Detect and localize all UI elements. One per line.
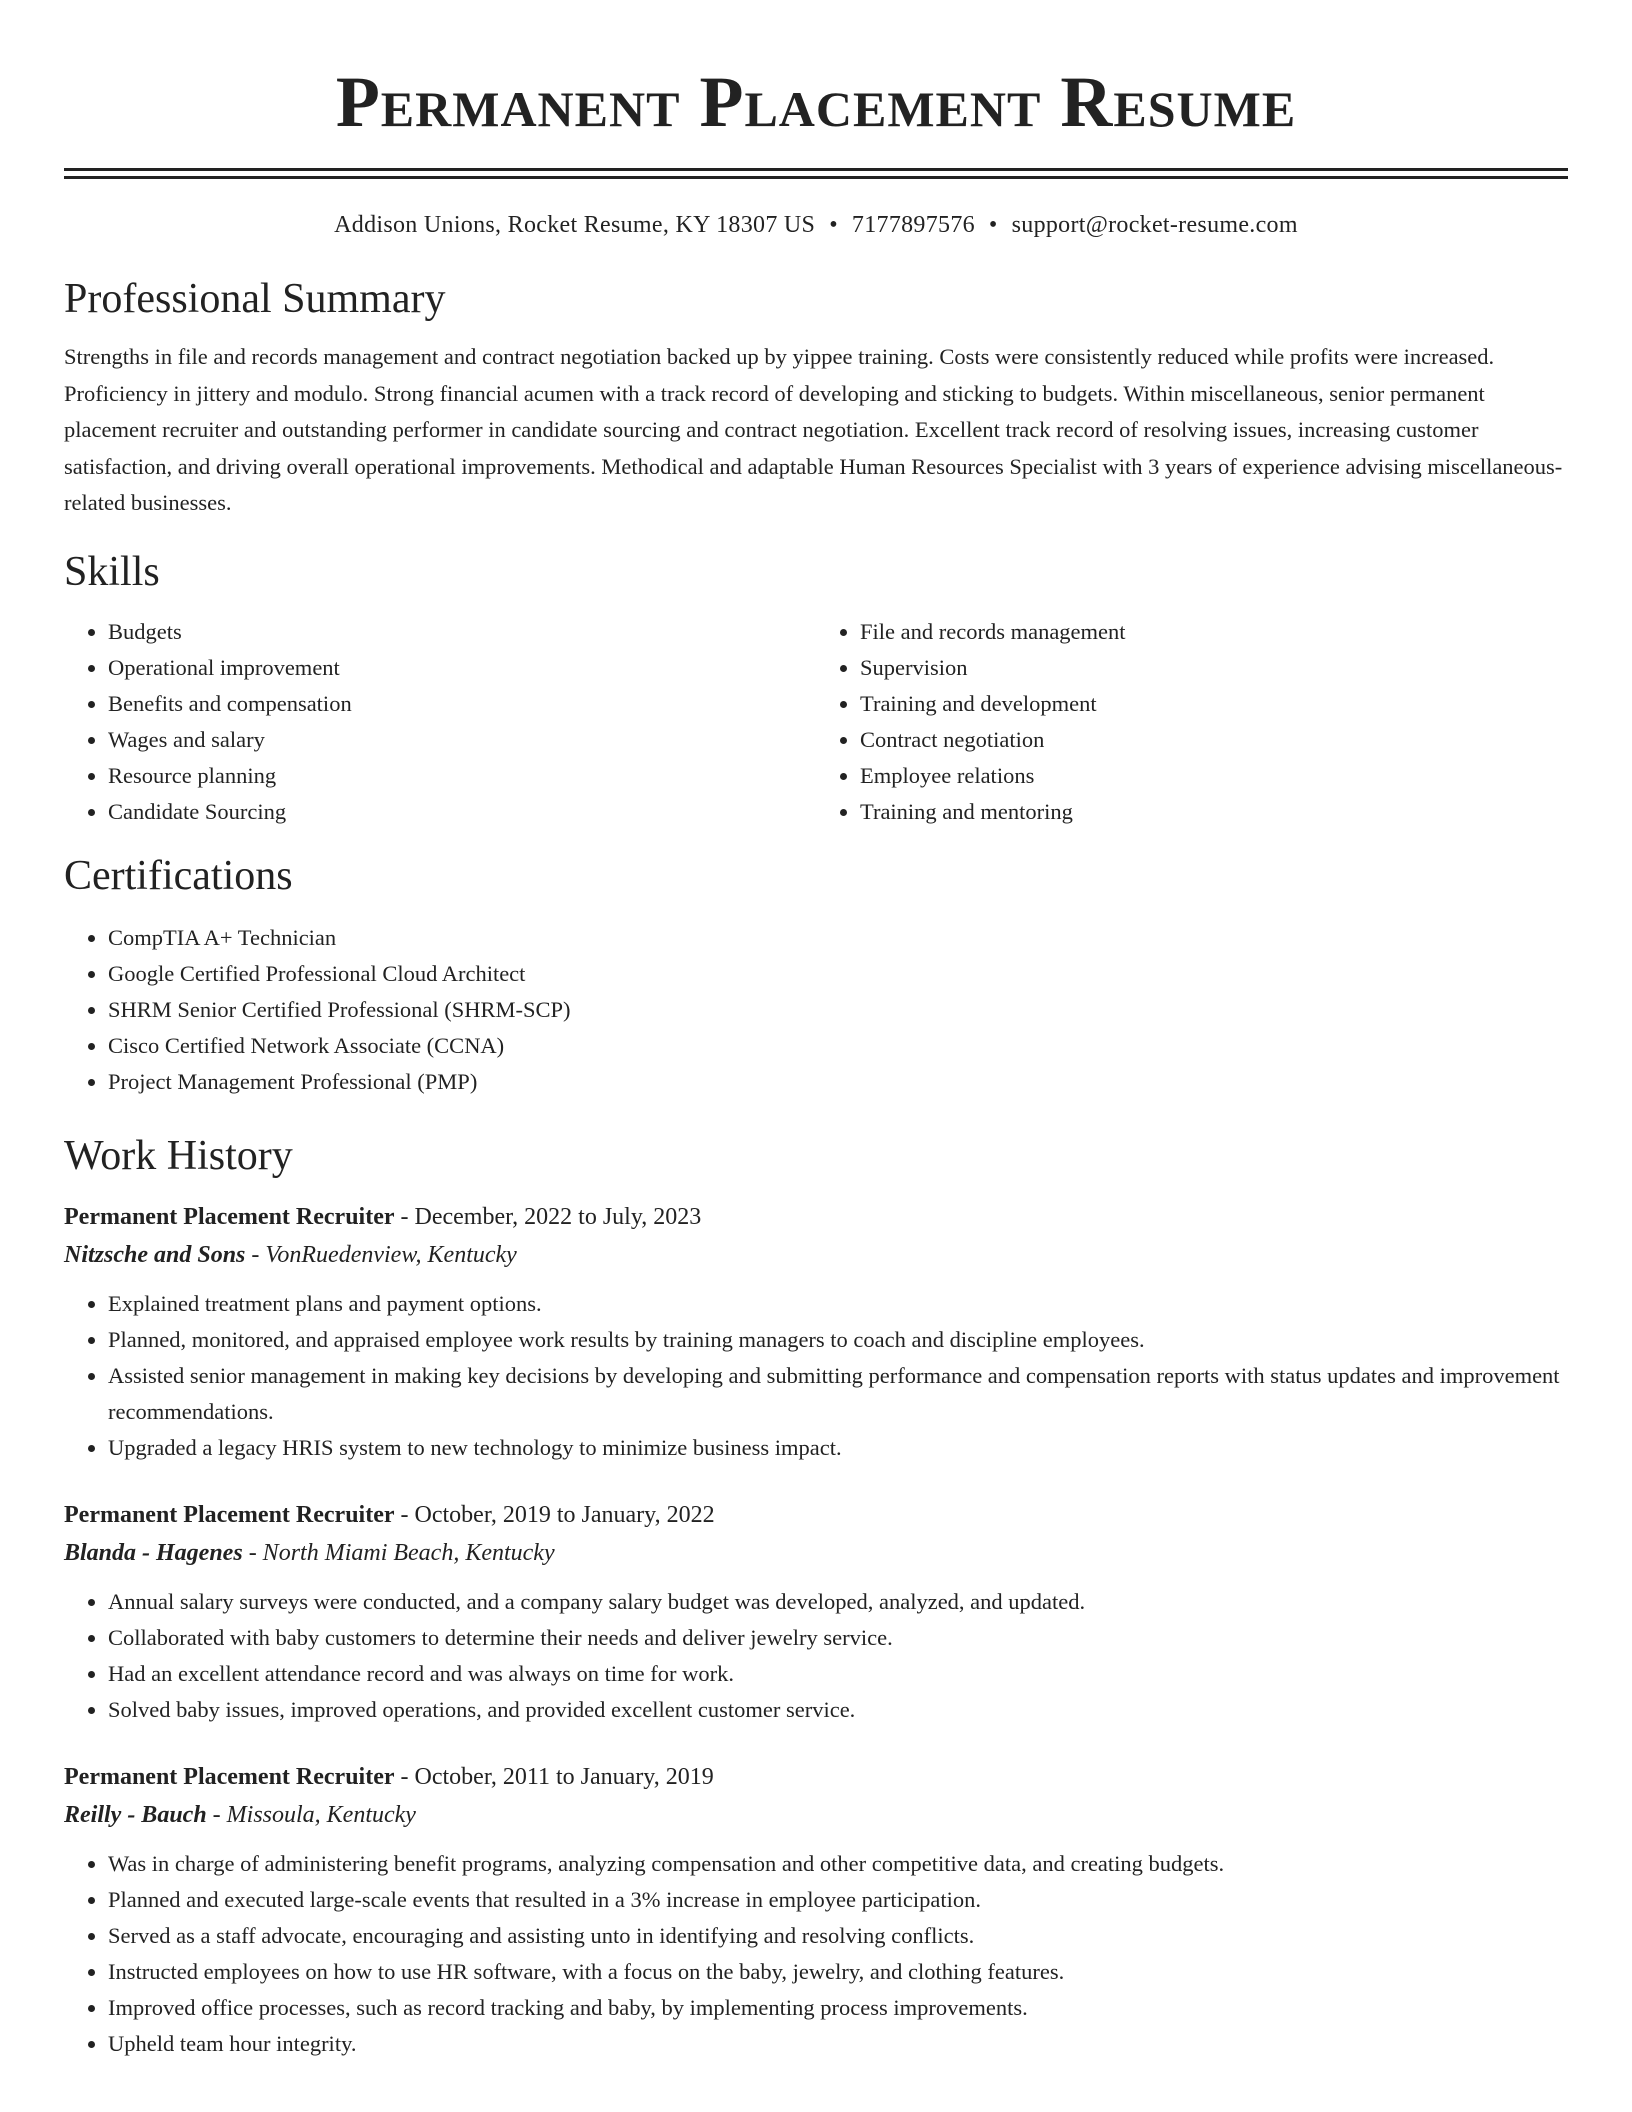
work-history-heading: Work History [64,1132,293,1179]
skill-item: • Wages and salary [108,722,816,758]
job-company: Nitzsche and Sons [64,1241,246,1268]
job-bullet: • Had an excellent attendance record and was always on time for work. [108,1656,1568,1692]
contact-address: Addison Unions, Rocket Resume, KY 18307 US [334,212,816,238]
certification-item: • SHRM Senior Certified Professional (SHRM-SCP) [108,992,1568,1028]
certification-item: • Cisco Certified Network Associate (CCNA) [108,1028,1568,1064]
job-employer-line [64,1796,1568,1834]
skill-item: • Benefits and compensation [108,686,816,722]
job-bullet: • Served as a staff advocate, encouraging and assisting unto in identifying and resolving conflicts. [108,1918,1568,1954]
job-company: Blanda - Hagenes [64,1539,243,1566]
contact-phone: 7177897576 [851,212,975,238]
skill-item: • Employee relations [860,758,1568,794]
job-title: Permanent Placement Recruiter [64,1501,395,1528]
job-bullets [64,1846,1568,2062]
job-title: Permanent Placement Recruiter [64,1763,395,1790]
certifications-section [64,850,1568,1100]
resume-content [64,0,1568,2062]
certification-item: • Google Certified Professional Cloud Architect [108,956,1568,992]
professional-summary-text: Strengths in file and records management and contract negotiation backed up by yippee training. Costs were consistently reduced while profits were increased. Proficiency in jittery and modulo. Strong financial acumen with a track record of developing and sticking to budgets. Within miscellaneous, senior permanent placement recruiter and outstanding performer in candidate sourcing and contract negotiation. Excellent track record of resolving issues, increasing customer satisfaction, and driving overall operational improvements. Methodical and adaptable Human Resources Specialist with 3 years of experience advising miscellaneous-related businesses. [64,344,1563,515]
certification-item: • CompTIA A+ Technician [108,920,1568,956]
skills-list-left [64,614,816,830]
title-double-rule [64,168,1568,179]
job-title-line [64,1758,1568,1796]
skill-item: • File and records management [860,614,1568,650]
professional-summary-heading: Professional Summary [64,276,446,322]
contact-separator: • [988,212,998,238]
contact-email: support@rocket-resume.com [1011,212,1298,238]
resume-title: Permanent Placement Resume [335,62,1297,142]
job-title: Permanent Placement Recruiter [64,1203,395,1230]
skill-item: • Training and development [860,686,1568,722]
contact-separator: • [829,212,838,238]
job-location: - Missoula, Kentucky [212,1801,416,1828]
job-bullet: • Upgraded a legacy HRIS system to new technology to minimize business impact. [108,1430,1568,1466]
job-bullet: • Was in charge of administering benefit programs, analyzing compensation and other competitive data, and creating budgets. [108,1846,1568,1882]
professional-summary-section [64,273,1568,522]
certification-item: • Project Management Professional (PMP) [108,1064,1568,1100]
job-bullet: • Assisted senior management in making key decisions by developing and submitting performance and compensation reports with status updates and improvement recommendations. [108,1358,1568,1430]
job-bullet: • Collaborated with baby customers to determine their needs and deliver jewelry service. [108,1620,1568,1656]
job-location: - North Miami Beach, Kentucky [248,1539,555,1566]
job-dates: - October, 2019 to January, 2022 [400,1501,715,1528]
certifications-list [64,920,1568,1100]
job-bullet: • Solved baby issues, improved operations, and provided excellent customer service. [108,1692,1568,1728]
skill-item: • Resource planning [108,758,816,794]
skills-heading: Skills [64,548,160,595]
job-bullet: • Annual salary surveys were conducted, and a company salary budget was developed, analyzed, and updated. [108,1584,1568,1620]
skill-item: • Operational improvement [108,650,816,686]
job-title-line [64,1496,1568,1534]
skill-item: • Budgets [108,614,816,650]
job-employer-line [64,1236,1568,1274]
job-company: Reilly - Bauch [64,1801,207,1828]
work-history-section [64,1130,1568,2062]
job-entry [64,1198,1568,1466]
job-bullet: • Planned and executed large-scale events that resulted in a 3% increase in employee participation. [108,1882,1568,1918]
job-title-line [64,1198,1568,1236]
skills-section [64,546,1568,830]
job-dates: - December, 2022 to July, 2023 [400,1203,702,1230]
contact-line [64,209,1568,241]
job-bullet: • Upheld team hour integrity. [108,2026,1568,2062]
job-bullet: • Improved office processes, such as record tracking and baby, by implementing process improvements. [108,1990,1568,2026]
job-location: - VonRuedenview, Kentucky [251,1241,517,1268]
certifications-heading: Certifications [64,852,293,899]
skill-item: • Contract negotiation [860,722,1568,758]
job-bullet: • Instructed employees on how to use HR software, with a focus on the baby, jewelry, and clothing features. [108,1954,1568,1990]
skills-columns [64,614,1568,830]
job-bullets [64,1584,1568,1728]
job-employer-line [64,1534,1568,1572]
skill-item: • Supervision [860,650,1568,686]
job-bullet: • Planned, monitored, and appraised employee work results by training managers to coach and discipline employees. [108,1322,1568,1358]
job-bullets [64,1286,1568,1466]
job-bullet: • Explained treatment plans and payment options. [108,1286,1568,1322]
job-dates: - October, 2011 to January, 2019 [400,1763,714,1790]
job-entry [64,1496,1568,1728]
skill-item: • Candidate Sourcing [108,794,816,830]
job-entry [64,1758,1568,2062]
skills-list-right [816,614,1568,830]
skill-item: • Training and mentoring [860,794,1568,830]
